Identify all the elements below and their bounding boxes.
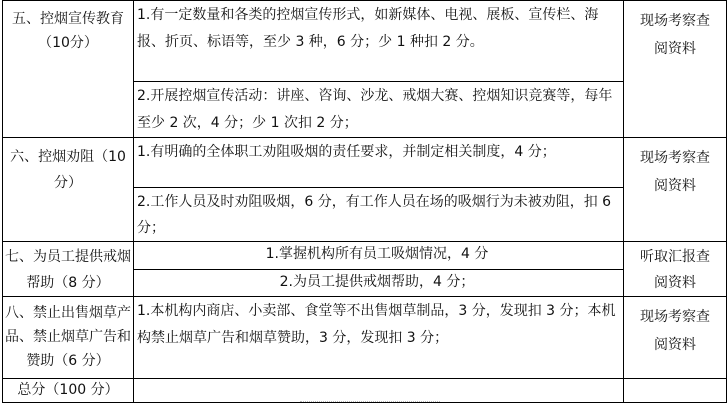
category-cell-5 [3,1,134,138]
item-text: 1.有一定数量和各类的控烟宣传形式，如新媒体、电视、展板、宣传栏、海报、折页、标语等，至少 3 种，6 分；少 1 种扣 2 分。 [137,7,599,50]
item-cell [134,297,624,379]
item-text: 2.为员工提供戒烟帮助，4 分； [279,273,475,290]
item-cell [134,188,624,242]
total-method-cell [624,379,727,403]
category-cell-6 [3,138,134,242]
item-cell [134,269,624,297]
method-cell-8 [624,297,727,379]
method-label: 现场考察查阅资料 [640,13,710,57]
method-label: 听取汇报查阅资料 [640,249,710,291]
method-cell-6 [624,138,727,242]
category-label: 七、为员工提供戒烟帮助（8 分） [5,249,131,291]
table-row [3,138,727,188]
item-text: 1.有明确的全体职工劝阻吸烟的责任要求，并制定相关制度，4 分； [137,144,556,160]
item-cell [134,82,624,138]
scoring-table [2,0,727,403]
table-row [3,1,727,82]
item-cell [134,1,624,82]
category-cell-7 [3,242,134,297]
category-cell-8 [3,297,134,379]
table-row [3,242,727,270]
category-label: 六、控烟劝阻（10 分） [10,149,126,191]
total-label: 总分（100 分） [17,382,119,398]
item-text: 2.开展控烟宣传活动：讲座、咨询、沙龙、戒烟大赛、控烟知识竞赛等，每年至少 2 次，4 分；少 1 次扣 2 分； [137,88,613,131]
method-cell-7 [624,242,727,297]
scan-artifact-divider [300,401,440,406]
method-label: 现场考察查阅资料 [640,150,710,194]
total-value-cell [134,379,624,403]
item-cell [134,242,624,270]
item-cell [134,138,624,188]
category-label: 五、控烟宣传教育（10分） [12,11,124,51]
table-row [3,297,727,379]
item-text: 1.本机构内商店、小卖部、食堂等不出售烟草制品，3 分，发现扣 3 分；本机构禁止烟草广告和烟草赞助，3 分，发现扣 3 分； [137,303,616,346]
method-cell-5 [624,1,727,138]
table-row [3,379,727,403]
total-label-cell [3,379,134,403]
method-label: 现场考察查阅资料 [640,309,710,353]
category-label: 八、禁止出售烟草产品、禁止烟草广告和赞助（6 分） [5,305,131,369]
item-text: 2.工作人员及时劝阻吸烟，6 分，有工作人员在场的吸烟行为未被劝阻，扣 6 分； [137,194,612,236]
item-text: 1.掌握机构所有员工吸烟情况，4 分 [265,246,489,262]
